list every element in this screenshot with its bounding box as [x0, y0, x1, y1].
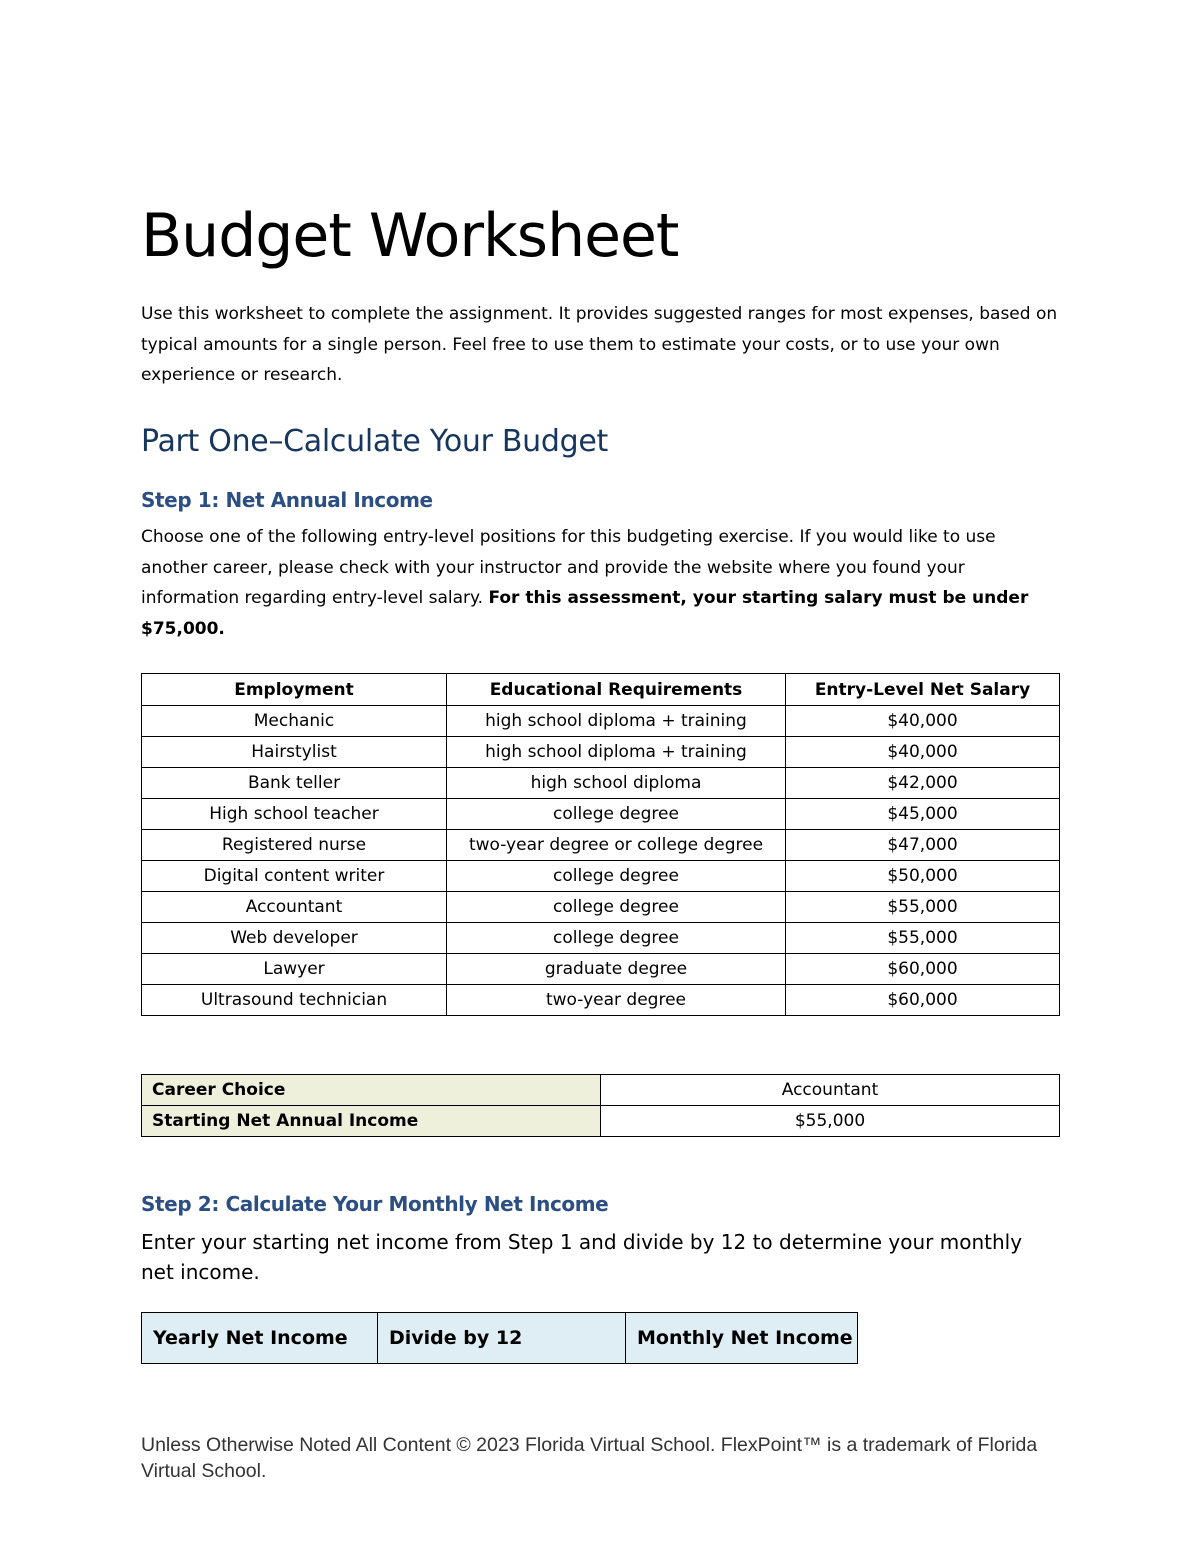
table-row: [142, 768, 1060, 799]
cell-employment: Digital content writer: [142, 861, 447, 892]
cell-education: graduate degree: [447, 954, 786, 985]
cell-salary: $40,000: [786, 706, 1060, 737]
cell-salary: $55,000: [786, 892, 1060, 923]
cell-employment: Accountant: [142, 892, 447, 923]
cell-salary: $55,000: [786, 923, 1060, 954]
cell-salary: $50,000: [786, 861, 1060, 892]
starting-income-row: [142, 1106, 1060, 1137]
cell-education: two-year degree or college degree: [447, 830, 786, 861]
table-row: [142, 892, 1060, 923]
copyright-footer: Unless Otherwise Noted All Content © 2023 Florida Virtual School. FlexPoint™ is a trademark of Florida Virtual School.: [141, 1434, 1038, 1482]
starting-income-label: Starting Net Annual Income: [142, 1106, 601, 1137]
cell-salary: $40,000: [786, 737, 1060, 768]
table-row: [142, 799, 1060, 830]
header-salary: Entry-Level Net Salary: [786, 674, 1060, 706]
monthly-net-income-header: Monthly Net Income: [626, 1313, 858, 1364]
header-education: Educational Requirements: [447, 674, 786, 706]
employment-table: [141, 673, 1060, 1016]
cell-employment: Ultrasound technician: [142, 985, 447, 1016]
cell-employment: Registered nurse: [142, 830, 447, 861]
cell-salary: $42,000: [786, 768, 1060, 799]
monthly-income-table: [141, 1312, 858, 1364]
table-row: [142, 737, 1060, 768]
cell-salary: $60,000: [786, 985, 1060, 1016]
cell-salary: $47,000: [786, 830, 1060, 861]
cell-employment: Web developer: [142, 923, 447, 954]
table-header-row: [142, 674, 1060, 706]
cell-education: college degree: [447, 861, 786, 892]
table-row: [142, 923, 1060, 954]
cell-education: high school diploma: [447, 768, 786, 799]
career-choice-row: [142, 1075, 1060, 1106]
cell-education: college degree: [447, 799, 786, 830]
cell-employment: Hairstylist: [142, 737, 447, 768]
cell-employment: Mechanic: [142, 706, 447, 737]
cell-education: college degree: [447, 923, 786, 954]
page-title: Budget Worksheet: [141, 201, 679, 271]
divide-by-12-header: Divide by 12: [378, 1313, 626, 1364]
cell-employment: Bank teller: [142, 768, 447, 799]
cell-education: college degree: [447, 892, 786, 923]
cell-education: two-year degree: [447, 985, 786, 1016]
table-row: [142, 861, 1060, 892]
table-row: [142, 985, 1060, 1016]
monthly-header-row: [142, 1313, 858, 1364]
table-row: [142, 954, 1060, 985]
cell-education: high school diploma + training: [447, 737, 786, 768]
cell-employment: High school teacher: [142, 799, 447, 830]
career-choice-label: Career Choice: [142, 1075, 601, 1106]
yearly-net-income-header: Yearly Net Income: [142, 1313, 378, 1364]
step1-text: Choose one of the following entry-level positions for this budgeting exercise. If you would like to use another career, please check with your instructor and provide the website where you found your information regarding entry-level salary.: [141, 527, 996, 608]
career-choice-table: [141, 1074, 1060, 1137]
career-choice-value[interactable]: Accountant: [601, 1075, 1060, 1106]
part-one-heading: Part One–Calculate Your Budget: [141, 424, 608, 459]
header-employment: Employment: [142, 674, 447, 706]
step2-heading: Step 2: Calculate Your Monthly Net Income: [141, 1192, 609, 1216]
cell-salary: $60,000: [786, 954, 1060, 985]
table-row: [142, 706, 1060, 737]
starting-income-value[interactable]: $55,000: [601, 1106, 1060, 1137]
cell-salary: $45,000: [786, 799, 1060, 830]
step2-instructions: Enter your starting net income from Step 1 and divide by 12 to determine your monthly net income.: [141, 1230, 1023, 1284]
table-row: [142, 830, 1060, 861]
cell-education: high school diploma + training: [447, 706, 786, 737]
intro-paragraph: Use this worksheet to complete the assignment. It provides suggested ranges for most expenses, based on typical amounts for a single person. Feel free to use them to estimate your costs, or to use your own experience or research.: [141, 304, 1058, 385]
cell-employment: Lawyer: [142, 954, 447, 985]
step1-heading: Step 1: Net Annual Income: [141, 488, 433, 512]
step1-salary-limit: For this assessment, your starting salary must be under $75,000.: [141, 588, 1029, 639]
step1-instructions: [141, 522, 1056, 644]
